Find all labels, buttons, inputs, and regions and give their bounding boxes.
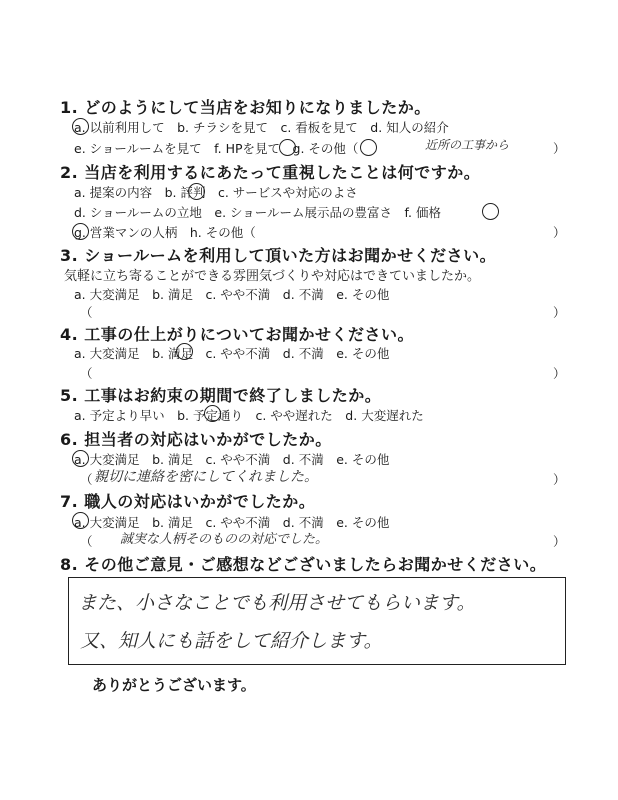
q2-close-paren: ） bbox=[553, 225, 566, 240]
q6-open-paren: （ bbox=[80, 472, 93, 487]
q6-handwritten: 親切に連絡を密にしてくれました。 bbox=[94, 469, 318, 485]
q2-options-row3: g. 営業マンの人柄 h. その他（ bbox=[74, 225, 256, 240]
q3-subtitle: 気軽に立ち寄ることができる雰囲気づくりや対応はできていましたか。 bbox=[64, 269, 481, 284]
q7-close-paren: ） bbox=[553, 534, 566, 549]
q4-options-row1: a. 大変満足 b. 満足 c. やや不満 d. 不満 e. その他 bbox=[74, 346, 390, 361]
q7-open-paren: （ bbox=[80, 534, 93, 549]
q2-options-row1: a. 提案の内容 b. 評判 c. サービスや対応のよさ bbox=[74, 185, 358, 200]
q1-close-paren: ） bbox=[553, 141, 566, 156]
q5-options-row1: a. 予定より早い b. 予定通り c. やや遅れた d. 大変遅れた bbox=[74, 408, 424, 423]
q3-open-paren: （ bbox=[80, 305, 93, 320]
q7-options-row1: a. 大変満足 b. 満足 c. やや不満 d. 不満 e. その他 bbox=[74, 515, 390, 530]
q6-circle-a bbox=[72, 450, 89, 467]
q2-title: 2. 当店を利用するにあたって重視したことは何ですか。 bbox=[60, 163, 481, 182]
q7-handwritten: 誠実な人柄そのものの対応でした。 bbox=[120, 532, 329, 547]
q4-title: 4. 工事の仕上がりについてお聞かせください。 bbox=[60, 325, 414, 344]
q8-handwritten-line2: 又、知人にも話をして紹介します。 bbox=[80, 630, 383, 652]
q4-close-paren: ） bbox=[553, 366, 566, 381]
q2-circle-f bbox=[482, 203, 499, 220]
q4-open-paren: （ bbox=[80, 366, 93, 381]
q1-circle-a bbox=[72, 118, 89, 135]
q6-close-paren: ） bbox=[553, 472, 566, 487]
q3-options-row1: a. 大変満足 b. 満足 c. やや不満 d. 不満 e. その他 bbox=[74, 287, 390, 302]
q3-title: 3. ショールームを利用して頂いた方はお聞かせください。 bbox=[60, 246, 497, 265]
q7-title: 7. 職人の対応はいかがでしたか。 bbox=[60, 492, 316, 511]
q8-handwritten-line1: また、小さなことでも利用させてもらいます。 bbox=[78, 592, 476, 614]
q1-title: 1. どのようにして当店をお知りになりましたか。 bbox=[60, 98, 431, 117]
q2-circle-g bbox=[72, 223, 89, 240]
q4-circle-b bbox=[176, 343, 193, 360]
q5-circle-b bbox=[204, 405, 221, 422]
q7-circle-a bbox=[72, 512, 89, 529]
q1-options-row2: e. ショールームを見て f. HPを見て g. その他（ bbox=[74, 141, 359, 156]
q6-options-row1: a. 大変満足 b. 満足 c. やや不満 d. 不満 e. その他 bbox=[74, 452, 390, 467]
q1-circle-f bbox=[279, 139, 296, 156]
thanks-text: ありがとうございます。 bbox=[92, 676, 256, 694]
q2-circle-b bbox=[188, 183, 205, 200]
q1-other-handwritten: 近所の工事から bbox=[425, 138, 510, 152]
q6-title: 6. 担当者の対応はいかがでしたか。 bbox=[60, 430, 332, 449]
q1-options-row1: a. 以前利用して b. チラシを見て c. 看板を見て d. 知人の紹介 bbox=[74, 120, 449, 135]
q5-title: 5. 工事はお約束の期間で終了しましたか。 bbox=[60, 386, 382, 405]
q3-close-paren: ） bbox=[553, 305, 566, 320]
q8-title: 8. その他ご意見・ご感想などございましたらお聞かせください。 bbox=[60, 555, 547, 574]
q2-options-row2: d. ショールームの立地 e. ショールーム展示品の豊富さ f. 価格 bbox=[74, 205, 441, 220]
q1-circle-g bbox=[360, 139, 377, 156]
